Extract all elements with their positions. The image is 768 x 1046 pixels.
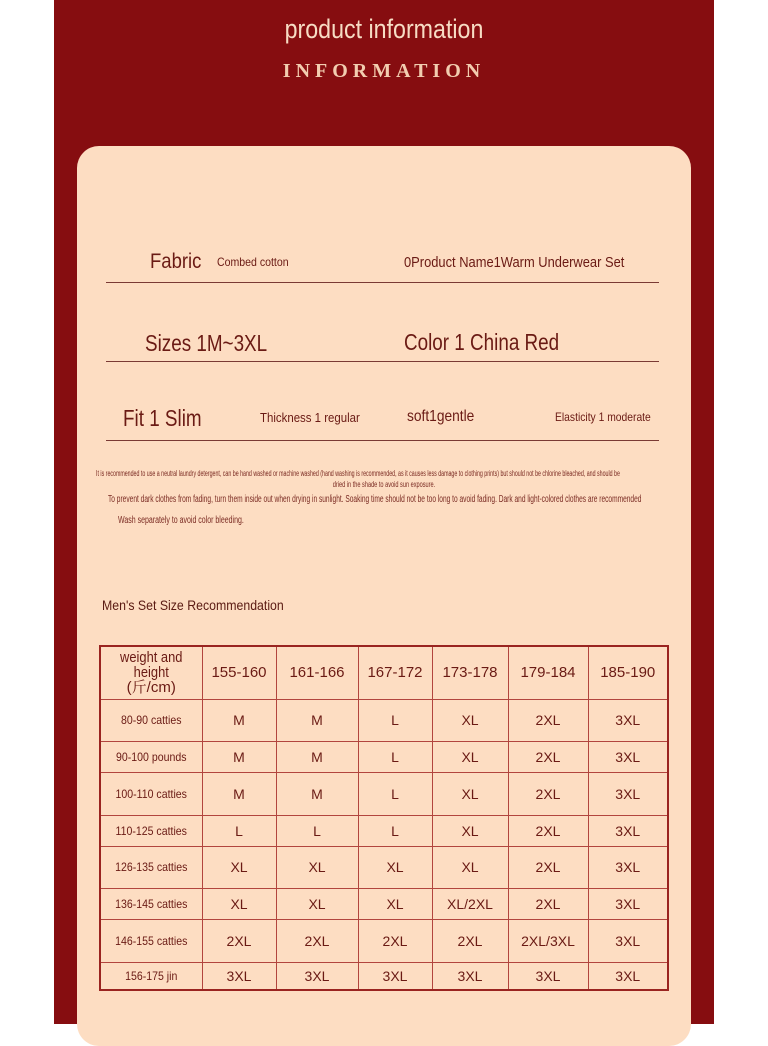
size-cell: XL — [432, 741, 508, 772]
weight-label: 156-175 jin — [125, 968, 178, 983]
size-cell: 2XL — [508, 699, 588, 741]
page-title: product information — [284, 14, 484, 44]
sizes-attribute: Sizes 1M~3XL — [145, 330, 268, 356]
size-cell: 2XL/3XL — [508, 919, 588, 962]
weight-cell — [100, 741, 202, 772]
table-row — [100, 962, 668, 990]
size-cell: XL — [358, 888, 432, 919]
fabric-label: Fabric — [150, 250, 202, 273]
page-subtitle: INFORMATION — [282, 60, 486, 82]
size-cell: 2XL — [508, 846, 588, 888]
care-note-line-3: To prevent dark clothes from fading, turn them inside out when drying in sunlight. Soaking time should not be too long to avoid fading. Dark and light-colored clothes are recommended — [108, 494, 642, 505]
elasticity-attribute: Elasticity 1 moderate — [555, 410, 651, 424]
size-cell: M — [276, 772, 358, 815]
fit-attribute: Fit 1 Slim — [123, 405, 202, 431]
height-header-cell: 161-166 — [276, 646, 358, 699]
weight-label: 110-125 catties — [115, 823, 187, 838]
size-cell: L — [276, 815, 358, 846]
size-cell: M — [202, 699, 276, 741]
size-cell: 3XL — [588, 846, 668, 888]
size-cell: XL — [432, 846, 508, 888]
size-cell: 3XL — [588, 741, 668, 772]
table-row — [100, 772, 668, 815]
softness-attribute: soft1gentle — [407, 408, 475, 425]
size-cell: 2XL — [358, 919, 432, 962]
size-cell: XL/2XL — [432, 888, 508, 919]
size-cell: L — [202, 815, 276, 846]
table-row — [100, 741, 668, 772]
table-row — [100, 888, 668, 919]
weight-label: 146-155 catties — [115, 933, 188, 948]
size-table-title: Men's Set Size Recommendation — [102, 597, 284, 613]
size-table — [99, 645, 669, 991]
size-cell: 2XL — [276, 919, 358, 962]
size-cell: XL — [202, 888, 276, 919]
height-header-cell: 167-172 — [358, 646, 432, 699]
size-cell: 3XL — [588, 699, 668, 741]
size-cell: M — [276, 741, 358, 772]
size-cell: 2XL — [508, 815, 588, 846]
weight-label: 100-110 catties — [115, 786, 187, 801]
divider-2 — [106, 361, 659, 362]
weight-label: 80-90 catties — [121, 713, 182, 727]
size-cell: 3XL — [202, 962, 276, 990]
table-row — [100, 846, 668, 888]
size-cell: L — [358, 772, 432, 815]
size-cell: L — [358, 815, 432, 846]
size-cell: 3XL — [358, 962, 432, 990]
size-cell: XL — [432, 815, 508, 846]
size-cell: 3XL — [508, 962, 588, 990]
size-cell: XL — [202, 846, 276, 888]
divider-1 — [106, 282, 659, 283]
weight-cell — [100, 772, 202, 815]
size-cell: XL — [432, 699, 508, 741]
weight-label: 136-145 catties — [115, 896, 188, 911]
weight-cell — [100, 888, 202, 919]
weight-cell — [100, 962, 202, 990]
weight-cell — [100, 699, 202, 741]
size-cell: L — [358, 699, 432, 741]
size-cell: XL — [358, 846, 432, 888]
corner-label-line-2: (斤/cm) — [126, 679, 176, 697]
divider-3 — [106, 440, 659, 441]
fabric-value: Combed cotton — [217, 255, 289, 269]
height-header-cell: 155-160 — [202, 646, 276, 699]
height-header-cell: 179-184 — [508, 646, 588, 699]
size-cell: 2XL — [508, 741, 588, 772]
weight-label: 90-100 pounds — [116, 749, 187, 764]
size-cell: 2XL — [508, 888, 588, 919]
care-note-line-4: Wash separately to avoid color bleeding. — [118, 515, 244, 526]
size-cell: 3XL — [276, 962, 358, 990]
color-attribute: Color 1 China Red — [404, 329, 560, 355]
size-cell: XL — [276, 846, 358, 888]
size-cell: 2XL — [508, 772, 588, 815]
size-cell: 2XL — [432, 919, 508, 962]
size-cell: XL — [276, 888, 358, 919]
size-cell: 2XL — [202, 919, 276, 962]
table-row — [100, 919, 668, 962]
weight-cell — [100, 919, 202, 962]
info-card — [77, 146, 691, 1046]
size-cell: 3XL — [588, 815, 668, 846]
size-cell: L — [358, 741, 432, 772]
size-cell: M — [202, 741, 276, 772]
size-cell: 3XL — [588, 772, 668, 815]
care-note-line-1: It is recommended to use a neutral laundry detergent, can be hand washed or machine washed (hand washing is recommended, as it causes less damage to clothing prints) but should not be chlorine bleached, and should be — [96, 469, 620, 478]
corner-label-line-1: weight and height — [120, 649, 183, 682]
product-name: 0Product Name1Warm Underwear Set — [404, 254, 625, 271]
care-note-line-2: dried in the shade to avoid sun exposure. — [332, 480, 436, 489]
size-cell: XL — [432, 772, 508, 815]
thickness-attribute: Thickness 1 regular — [260, 410, 360, 425]
table-header-row — [100, 646, 668, 699]
weight-cell — [100, 846, 202, 888]
size-cell: M — [276, 699, 358, 741]
product-info-page — [54, 0, 714, 1024]
corner-header-cell — [100, 646, 202, 699]
size-cell: 3XL — [588, 919, 668, 962]
table-row — [100, 699, 668, 741]
size-cell: M — [202, 772, 276, 815]
weight-label: 126-135 catties — [115, 860, 188, 874]
table-row — [100, 815, 668, 846]
size-cell: 3XL — [588, 962, 668, 990]
weight-cell — [100, 815, 202, 846]
height-header-cell: 185-190 — [588, 646, 668, 699]
height-header-cell: 173-178 — [432, 646, 508, 699]
size-cell: 3XL — [588, 888, 668, 919]
size-cell: 3XL — [432, 962, 508, 990]
